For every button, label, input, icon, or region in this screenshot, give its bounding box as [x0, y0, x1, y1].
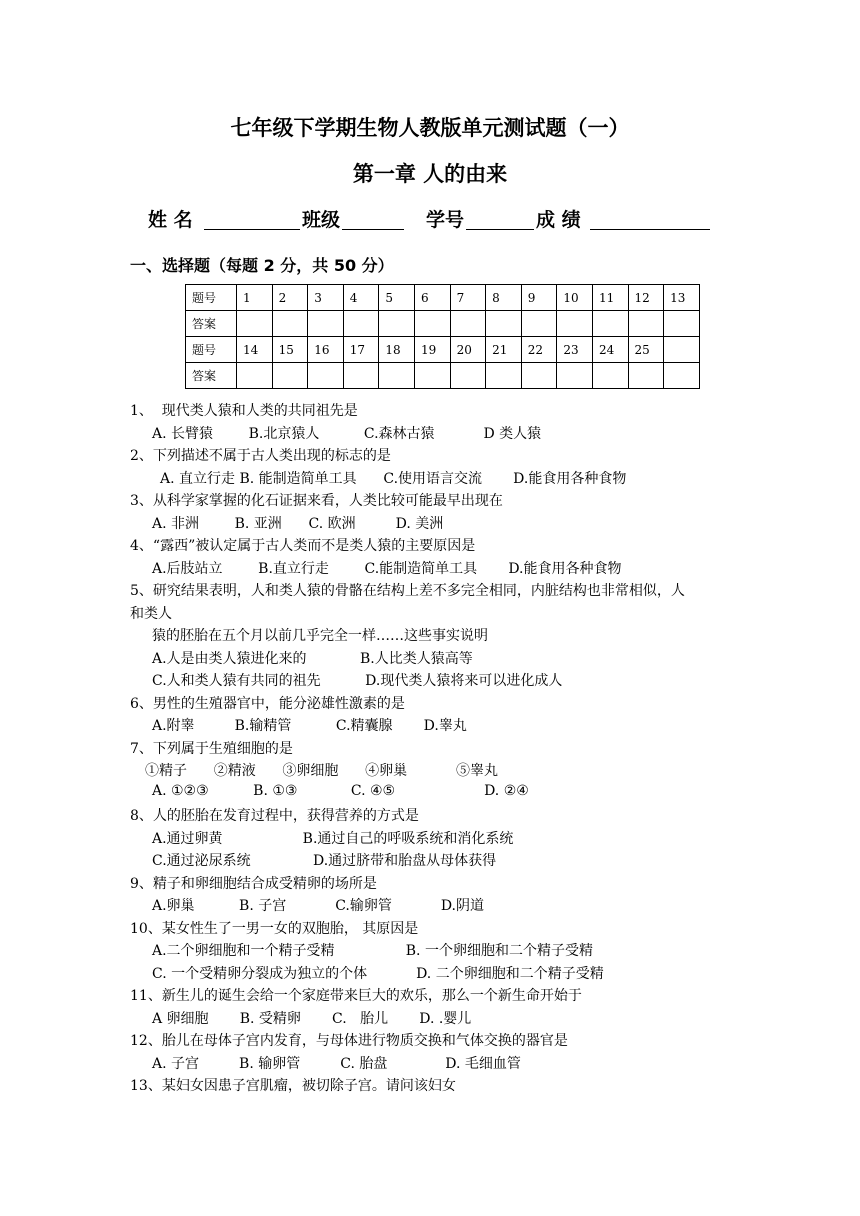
question-number: 24 — [592, 337, 628, 363]
name-blank[interactable] — [204, 229, 300, 230]
name-label: 姓 名 — [148, 209, 193, 231]
score-label: 成 绩 — [536, 209, 581, 231]
answer-cell[interactable] — [343, 363, 379, 389]
question-number: 14 — [237, 337, 273, 363]
answer-cell[interactable] — [557, 363, 593, 389]
answer-options: A. 直立行走 B. 能制造简单工具 C.使用语言交流 D.能食用各种食物 — [160, 471, 627, 487]
question-number: 4 — [343, 285, 379, 311]
answer-options: C. 一个受精卵分裂成为独立的个体 D. 二个卵细胞和二个精子受精 — [152, 966, 604, 982]
answer-cell[interactable] — [628, 363, 664, 389]
score-blank[interactable] — [590, 229, 710, 230]
question-stem: 4、“露西”被认定属于古人类而不是类人猿的主要原因是 — [130, 538, 476, 554]
answer-options: A.人是由类人猿进化来的 B.人比类人猿高等 — [152, 651, 473, 667]
question-number: 3 — [308, 285, 344, 311]
number-label: 学号 — [426, 209, 465, 231]
answer-cell[interactable] — [414, 311, 450, 337]
question-stem: 6、男性的生殖器官中，能分泌雄性激素的是 — [130, 696, 405, 712]
answer-options: A.二个卵细胞和一个精子受精 B. 一个卵细胞和二个精子受精 — [152, 943, 593, 959]
question-number: 7 — [450, 285, 486, 311]
page-title: 七年级下学期生物人教版单元测试题（一） — [230, 116, 630, 140]
answer-options: A.后肢站立 B.直立行走 C.能制造简单工具 D.能食用各种食物 — [152, 561, 622, 577]
answer-cell[interactable] — [379, 311, 415, 337]
answer-options: A. 子宫 B. 输卵管 C. 胎盘 D. 毛细血管 — [152, 1056, 521, 1072]
answer-options: A.附睾 B.输精管 C.精囊腺 D.睾丸 — [152, 718, 467, 734]
answer-options: A. 非洲 B. 亚洲 C. 欧洲 D. 美洲 — [152, 516, 444, 532]
answer-options: A. 长臂猿 B.北京猿人 C.森林古猿 D 类人猿 — [152, 426, 542, 442]
answer-cell[interactable] — [664, 363, 700, 389]
answer-options: C.通过泌尿系统 D.通过脐带和胎盘从母体获得 — [152, 853, 497, 869]
answer-options: A.通过卵黄 B.通过自己的呼吸系统和消化系统 — [152, 831, 514, 847]
answer-options: A 卵细胞 B. 受精卵 C. 胎儿 D. .婴儿 — [152, 1011, 472, 1027]
answer-cell[interactable] — [521, 311, 557, 337]
answer-options: C.人和类人猿有共同的祖先 D.现代类人猿将来可以进化成人 — [152, 673, 563, 689]
question-number: 19 — [414, 337, 450, 363]
question-stem: 7、下列属于生殖细胞的是 — [130, 741, 293, 757]
answer-cell[interactable] — [557, 311, 593, 337]
answer-cell[interactable] — [308, 363, 344, 389]
question-number: 2 — [272, 285, 308, 311]
question-number — [664, 337, 700, 363]
answer-options: A.卵巢 B. 子宫 C.输卵管 D.阴道 — [152, 898, 484, 914]
question-stem: 12、胎儿在母体子宫内发育，与母体进行物质交换和气体交换的器官是 — [130, 1033, 568, 1049]
answer-cell[interactable] — [486, 311, 522, 337]
student-info-line — [148, 205, 748, 235]
class-blank[interactable] — [342, 229, 404, 230]
question-stem: 8、人的胚胎在发育过程中，获得营养的方式是 — [130, 808, 419, 824]
table-row — [186, 363, 700, 389]
question-stem: 2、下列描述不属于古人类出现的标志的是 — [130, 448, 391, 464]
answer-cell[interactable] — [521, 363, 557, 389]
answer-cell[interactable] — [486, 363, 522, 389]
question-number: 9 — [521, 285, 557, 311]
answer-cell[interactable] — [379, 363, 415, 389]
answer-options: A. ①②③ B. ①③ C. ④⑤ D. ②④ — [152, 783, 529, 799]
chapter-title: 第一章 人的由来 — [352, 162, 508, 186]
answer-cell[interactable] — [272, 311, 308, 337]
question-number: 13 — [664, 285, 700, 311]
question-stem-continued: 和类人 — [130, 606, 172, 622]
row-label: 题号 — [186, 285, 237, 311]
row-label: 答案 — [186, 311, 237, 337]
answer-cell[interactable] — [414, 363, 450, 389]
question-number: 6 — [414, 285, 450, 311]
question-stem: 9、精子和卵细胞结合成受精卵的场所是 — [130, 876, 377, 892]
table-row — [186, 285, 700, 311]
question-stem: 3、从科学家掌握的化石证据来看，人类比较可能最早出现在 — [130, 493, 503, 509]
table-row — [186, 337, 700, 363]
answer-cell[interactable] — [237, 363, 273, 389]
question-number: 23 — [557, 337, 593, 363]
answer-cell[interactable] — [592, 311, 628, 337]
question-number: 15 — [272, 337, 308, 363]
row-label: 题号 — [186, 337, 237, 363]
question-stem-continued: 猿的胚胎在五个月以前几乎完全一样……这些事实说明 — [152, 628, 488, 644]
question-stem: 13、某妇女因患子宫肌瘤，被切除子宫。请问该妇女 — [130, 1078, 456, 1094]
question-number: 17 — [343, 337, 379, 363]
question-number: 22 — [521, 337, 557, 363]
question-stem: 1、 现代类人猿和人类的共同祖先是 — [130, 403, 358, 419]
question-number: 21 — [486, 337, 522, 363]
question-number: 18 — [379, 337, 415, 363]
question-number: 1 — [237, 285, 273, 311]
answer-cell[interactable] — [308, 311, 344, 337]
answer-cell[interactable] — [272, 363, 308, 389]
answer-items: ①精子 ②精液 ③卵细胞 ④卵巢 ⑤睾丸 — [145, 763, 499, 779]
question-number: 25 — [628, 337, 664, 363]
answer-cell[interactable] — [450, 363, 486, 389]
question-number: 11 — [592, 285, 628, 311]
question-number: 16 — [308, 337, 344, 363]
question-number: 8 — [486, 285, 522, 311]
class-label: 班级 — [302, 209, 341, 231]
question-number: 20 — [450, 337, 486, 363]
question-number: 10 — [557, 285, 593, 311]
question-stem: 5、研究结果表明，人和类人猿的骨骼在结构上差不多完全相同，内脏结构也非常相似，人 — [130, 583, 685, 599]
table-row — [186, 311, 700, 337]
question-stem: 11、新生儿的诞生会给一个家庭带来巨大的欢乐，那么一个新生命开始于 — [130, 988, 582, 1004]
question-number: 12 — [628, 285, 664, 311]
question-number: 5 — [379, 285, 415, 311]
answer-cell[interactable] — [592, 363, 628, 389]
row-label: 答案 — [186, 363, 237, 389]
answer-cell[interactable] — [450, 311, 486, 337]
answer-table — [185, 284, 700, 389]
number-blank[interactable] — [466, 229, 534, 230]
answer-cell[interactable] — [664, 311, 700, 337]
question-stem: 10、某女性生了一男一女的双胞胎， 其原因是 — [130, 921, 419, 937]
answer-cell[interactable] — [237, 311, 273, 337]
answer-cell[interactable] — [628, 311, 664, 337]
answer-cell[interactable] — [343, 311, 379, 337]
section-heading-choice: 一、选择题（每题 2 分，共 50 分） — [130, 256, 394, 275]
